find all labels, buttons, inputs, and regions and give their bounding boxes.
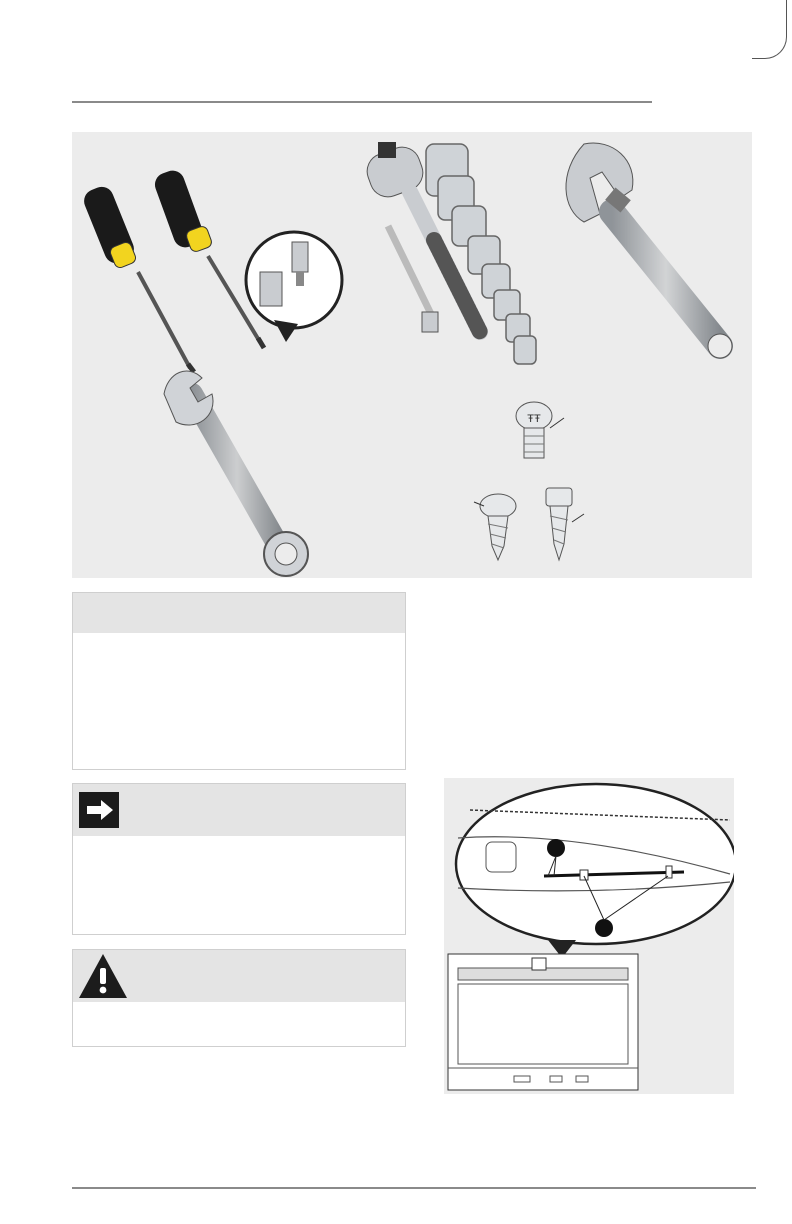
phillips-screwdriver-icon (152, 167, 264, 348)
warning-triangle-icon (77, 950, 129, 1002)
header-rule (72, 101, 652, 103)
detail-illustration (444, 778, 734, 1094)
tools-illustration (72, 132, 752, 578)
callout-a-marker (547, 839, 565, 857)
crop-mark (752, 0, 787, 59)
arrow-right-icon (79, 792, 119, 828)
combination-wrench-icon (164, 371, 308, 576)
detail-figure (444, 778, 734, 1094)
machine-screw-icon (516, 402, 564, 458)
warning-box-header (73, 950, 405, 1002)
info-box-header (73, 593, 405, 633)
hex-head-screw-icon (546, 488, 584, 560)
tools-panel (72, 132, 752, 578)
driver-bits-icon (246, 232, 342, 342)
svg-text:ŦŦ: ŦŦ (527, 413, 541, 425)
adjustable-wrench-icon (566, 143, 732, 358)
info-box (72, 592, 406, 770)
note-box (72, 783, 406, 935)
callout-b-marker (595, 919, 613, 937)
footer-rule (72, 1187, 756, 1189)
note-box-header (73, 784, 405, 836)
warning-box (72, 949, 406, 1047)
wood-screw-icon (474, 494, 516, 560)
